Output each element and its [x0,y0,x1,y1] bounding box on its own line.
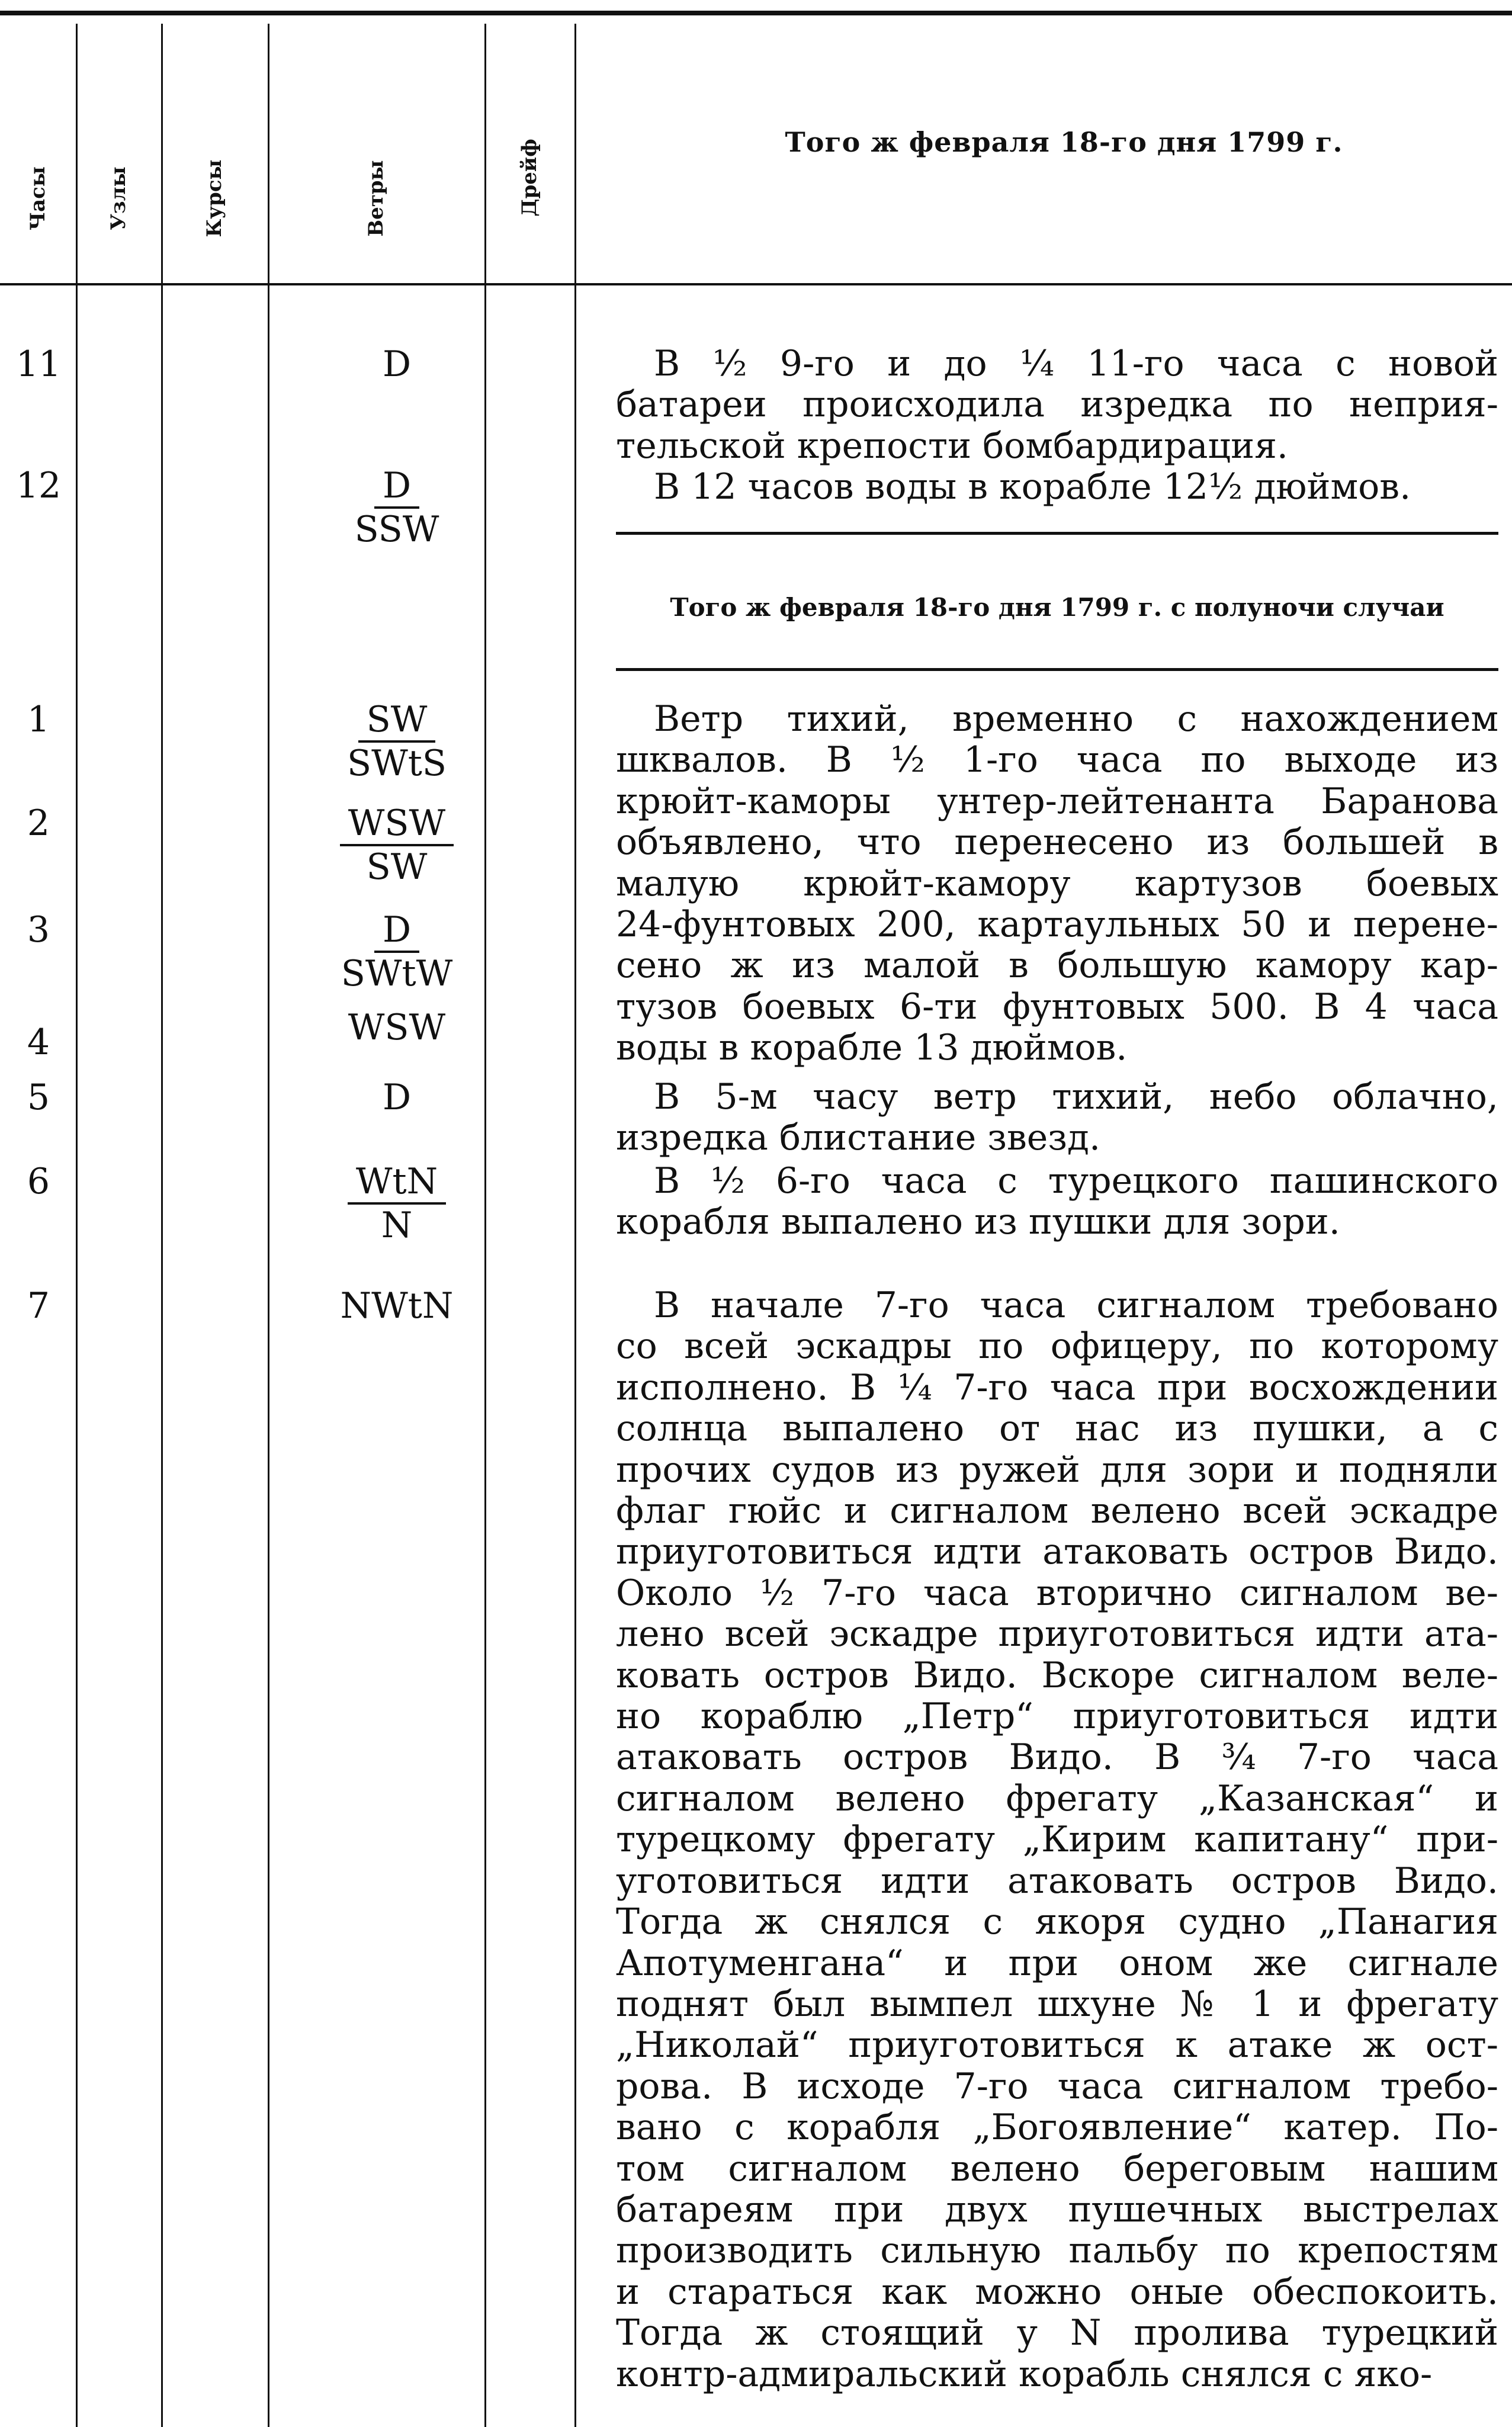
hour-2: 2 [27,802,50,844]
column-divider-drift [574,24,576,2427]
wind-3-after: SWtW [341,953,453,994]
text-line: батареям при двух пушечных выстрелах [616,2188,1498,2230]
wind-1 [284,699,509,784]
section-separator-2 [616,668,1498,671]
column-divider-courses [268,24,269,2427]
text-line: солнца выпалено от нас из пушки, а с [616,1408,1498,1450]
text-line: поднят был вымпел шхуне № 1 и фрегату [616,1983,1498,2025]
text-line: контр-адмиральский корабль снялся с яко- [616,2353,1433,2395]
text-line: В 12 часов воды в корабле 12½ дюймов. [654,466,1411,508]
text-line: приуготовиться идти атаковать остров Видо. [616,1531,1498,1573]
hour-5: 5 [27,1077,50,1118]
text-line: 24-фунтовых 200, картаульных 50 и перене- [616,904,1498,946]
hour-6: 6 [27,1161,50,1202]
wind-3-before: D [374,909,419,953]
text-line: ковать остров Видо. Вскоре сигналом веле- [616,1654,1498,1696]
wind-4: WSW [348,1007,446,1048]
wind-2-after: SW [366,846,428,888]
text-line: флаг гюйс и сигналом велено всей эскадре [616,1490,1498,1532]
text-line: лено всей эскадре приуготовиться идти ата- [616,1613,1498,1655]
column-header-drift: Дрейф [518,139,541,217]
text-line: корабля выпалено из пушки для зори. [616,1201,1340,1243]
wind-12 [284,465,509,550]
text-line: сигналом велено фрегату „Казанская“ и [616,1777,1498,1819]
wind-11: D [382,343,412,385]
text-line: В ½ 9-го и до ¼ 11-го часа с новой [654,343,1498,384]
wind-6-after: N [381,1205,413,1246]
column-header-winds: Ветры [364,160,388,237]
hour-3: 3 [27,909,50,951]
wind-3 [284,909,509,994]
text-line: атаковать остров Видо. В ¾ 7-го часа [616,1736,1498,1778]
section-separator-1 [616,532,1498,535]
text-line: том сигналом велено береговым нашим [616,2147,1498,2190]
hour-11: 11 [15,343,62,385]
text-line: и стараться как можно оные обеспокоить. [616,2271,1498,2313]
column-header-courses: Курсы [203,159,226,237]
remark-paragraph-4 [616,1077,1498,1159]
hour-1: 1 [27,699,50,740]
text-line: В 5-м часу ветр тихий, небо облачно, [654,1076,1498,1118]
text-line: вано с корабля „Богоявление“ катер. По- [616,2107,1498,2149]
text-line: шквалов. В ½ 1-го часа по выходе из [616,739,1498,781]
text-line: исполнено. В ¼ 7-го часа при восхождении [616,1366,1498,1408]
column-divider-knots [161,24,163,2427]
remark-paragraph-6 [616,1285,1498,2395]
remark-paragraph-3 [616,699,1498,1069]
wind-7: NWtN [340,1285,454,1327]
text-line: рова. В исходе 7-го часа сигналом требо- [616,2065,1498,2107]
text-line: батареи происходила изредка по неприя- [616,384,1498,426]
hour-7: 7 [27,1285,50,1327]
wind-2-before: WSW [340,802,454,846]
text-line: сено ж из малой в большую камору кар- [616,945,1498,987]
text-line: но кораблю „Петр“ приуготовиться идти [616,1696,1498,1738]
text-line: производить сильную пальбу по крепостям [616,2230,1498,2272]
wind-12-after: SSW [354,509,439,550]
hour-4: 4 [27,1022,50,1063]
text-line: Тогда ж снялся с якоря судно „Панагия [616,1901,1498,1943]
wind-12-before: D [374,465,419,509]
remark-paragraph-5 [616,1161,1498,1243]
text-line: уготовиться идти атаковать остров Видо. [616,1860,1498,1902]
text-line: воды в корабле 13 дюймов. [616,1027,1128,1069]
remark-paragraph-2 [616,467,1498,508]
text-line: Тогда ж стоящий у N пролива турецкий [616,2312,1498,2354]
wind-5: D [382,1077,412,1118]
header-title: Того ж февраля 18-го дня 1799 г. [785,126,1343,158]
text-line: изредка блистание звезд. [616,1117,1101,1159]
text-line: малую крюйт-камору картузов боевых [616,862,1498,904]
wind-1-after: SWtS [347,743,447,784]
remark-paragraph-1 [616,343,1498,467]
section-subheading: Того ж февраля 18-го дня 1799 г. с полуночи случаи [670,592,1444,622]
hour-12: 12 [15,465,62,506]
text-line: Около ½ 7-го часа вторично сигналом ве- [616,1572,1498,1614]
text-line: Ветр тихий, временно с нахождением [654,698,1498,740]
column-header-hours: Часы [26,166,50,230]
text-line: В начале 7-го часа сигналом требовано [654,1285,1498,1326]
column-header-knots: Узлы [107,166,130,230]
text-line: „Николай“ приуготовиться к атаке ж ост- [616,2024,1498,2066]
wind-2 [284,802,509,888]
text-line: прочих судов из ружей для зори и подняли [616,1449,1498,1491]
text-line: тельской крепости бомбардирация. [616,425,1288,467]
text-line: тузов боевых 6-ти фунтовых 500. В 4 часа [616,985,1498,1028]
wind-1-before: SW [358,699,436,743]
wind-6-before: WtN [348,1161,446,1205]
text-line: Апотуменгана“ и при оном же сигнале [616,1942,1498,1984]
wind-6 [284,1161,509,1246]
text-line: со всей эскадры по офицеру, по которому [616,1325,1498,1367]
text-line: крюйт-каморы унтер-лейтенанта Баранова [616,780,1498,822]
text-line: турецкому фрегату „Кирим капитану“ при- [616,1819,1498,1861]
text-line: В ½ 6-го часа с турецкого пашинского [654,1160,1498,1202]
text-line: объявлено, что перенесено из большей в [616,821,1498,863]
